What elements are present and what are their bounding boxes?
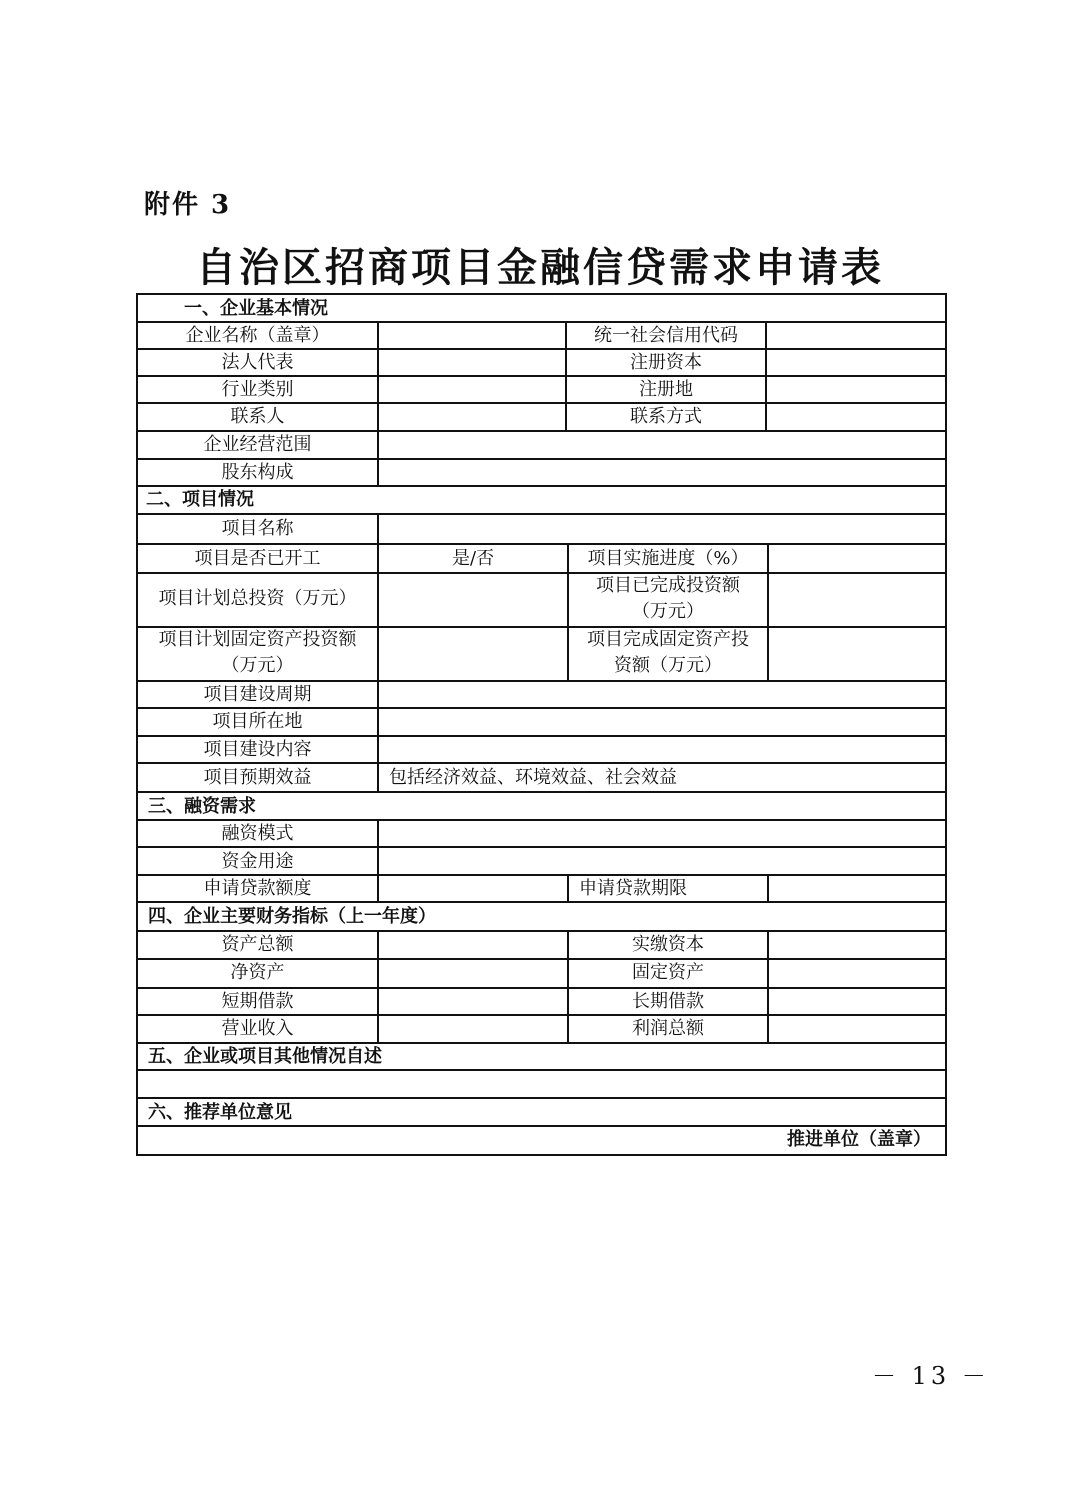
field-label: 联系人 <box>230 406 285 427</box>
field-label: 项目建设周期 <box>203 684 312 705</box>
field-label: 项目预期效益 <box>203 767 312 788</box>
field-label: 净资产 <box>230 962 285 983</box>
section-title: 四、企业主要财务指标（上一年度） <box>148 906 436 927</box>
field-label: 资额（万元） <box>614 655 722 676</box>
field-label: （万元） <box>632 601 704 622</box>
field-label: 项目完成固定资产投 <box>587 629 749 650</box>
field-label: 营业收入 <box>221 1018 294 1039</box>
field-label: 长期借款 <box>632 991 704 1012</box>
field-label: 注册资本 <box>630 352 702 373</box>
field-label: 项目名称 <box>221 518 294 539</box>
field-label: 项目计划总投资（万元） <box>158 588 357 609</box>
field-label: 申请贷款期限 <box>579 878 687 899</box>
field-label: 企业经营范围 <box>203 434 312 455</box>
field-label: 利润总额 <box>632 1018 704 1039</box>
field-label: 统一社会信用代码 <box>594 325 738 346</box>
form-title: 自治区招商项目金融信贷需求申请表 <box>196 244 884 291</box>
field-label: 资金用途 <box>221 851 294 872</box>
field-label: 项目计划固定资产投资额 <box>158 629 357 650</box>
section-title: 二、项目情况 <box>146 489 254 510</box>
field-value: 包括经济效益、环境效益、社会效益 <box>389 767 677 788</box>
field-label: 企业名称（盖章） <box>185 325 330 346</box>
field-label: 法人代表 <box>221 352 294 373</box>
field-label: 联系方式 <box>630 406 702 427</box>
application-form <box>136 293 947 1156</box>
field-label: 项目实施进度（%） <box>587 548 749 569</box>
section-title: 五、企业或项目其他情况自述 <box>148 1046 382 1067</box>
section-title: 六、推荐单位意见 <box>148 1102 292 1123</box>
attachment-label: 附件 3 <box>144 190 232 220</box>
field-label: 申请贷款额度 <box>203 878 312 899</box>
recommend-seal-label: 推进单位（盖章） <box>787 1129 931 1150</box>
field-value: 是/否 <box>451 548 495 569</box>
field-label: 项目是否已开工 <box>194 548 321 569</box>
section-title: 三、融资需求 <box>148 796 256 817</box>
field-label: 融资模式 <box>221 823 294 844</box>
field-label: 行业类别 <box>221 379 294 400</box>
field-label: 项目所在地 <box>212 711 303 732</box>
field-label: 注册地 <box>639 379 693 400</box>
field-label: 固定资产 <box>632 962 704 983</box>
field-label: （万元） <box>221 655 294 676</box>
field-label: 实缴资本 <box>632 934 704 955</box>
field-label: 股东构成 <box>221 462 294 483</box>
page-number: － 13 － <box>872 1362 990 1390</box>
field-label: 项目已完成投资额 <box>596 575 740 596</box>
field-label: 项目建设内容 <box>203 739 312 760</box>
field-label: 资产总额 <box>221 934 294 955</box>
field-label: 短期借款 <box>221 991 294 1012</box>
section-title: 一、企业基本情况 <box>184 298 328 319</box>
